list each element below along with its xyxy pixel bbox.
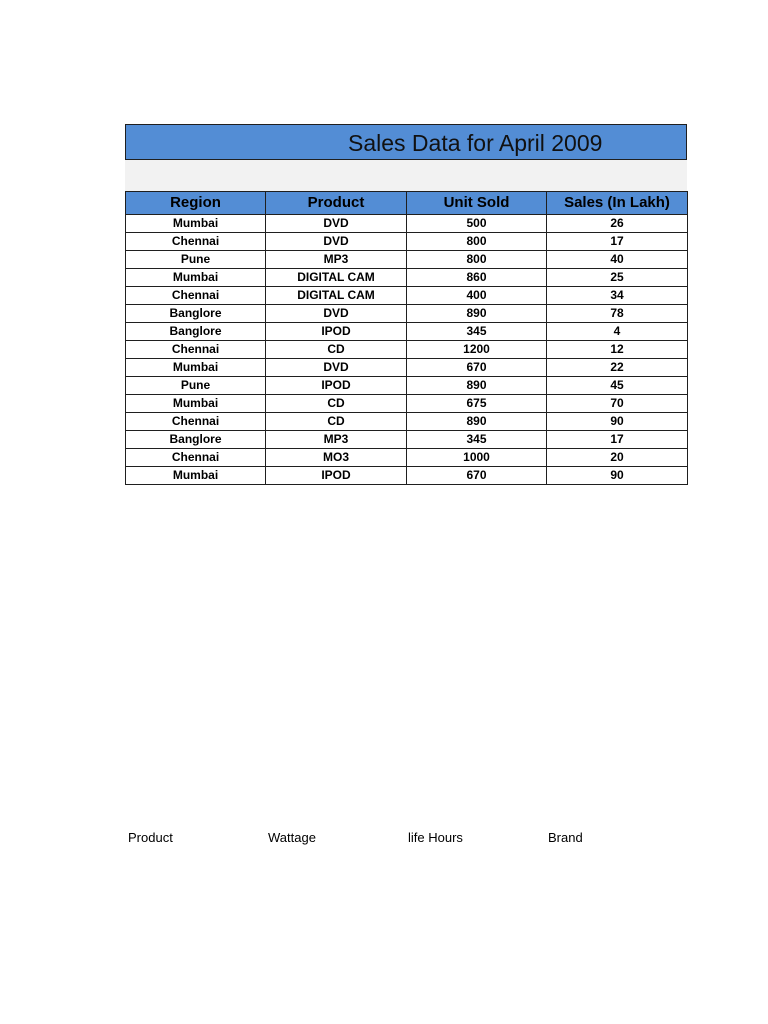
cell-unit-sold: 800 <box>407 233 547 251</box>
cell-region: Chennai <box>126 287 266 305</box>
cell-unit-sold: 1000 <box>407 449 547 467</box>
cell-sales: 20 <box>547 449 688 467</box>
cell-sales: 17 <box>547 233 688 251</box>
cell-product: MP3 <box>266 251 407 269</box>
cell-region: Banglore <box>126 305 266 323</box>
cell-region: Chennai <box>126 449 266 467</box>
header-unit-sold: Unit Sold <box>407 192 547 215</box>
table-row <box>126 467 688 485</box>
cell-sales: 90 <box>547 413 688 431</box>
cell-product: CD <box>266 413 407 431</box>
table-row <box>126 377 688 395</box>
table-row <box>126 449 688 467</box>
table-body <box>126 215 688 485</box>
cell-unit-sold: 670 <box>407 359 547 377</box>
cell-sales: 22 <box>547 359 688 377</box>
cell-region: Mumbai <box>126 467 266 485</box>
sales-table <box>125 191 688 485</box>
header-region: Region <box>126 192 266 215</box>
cell-product: MO3 <box>266 449 407 467</box>
cell-region: Chennai <box>126 341 266 359</box>
cell-sales: 34 <box>547 287 688 305</box>
table-row <box>126 395 688 413</box>
cell-region: Pune <box>126 251 266 269</box>
cell-sales: 4 <box>547 323 688 341</box>
table-row <box>126 305 688 323</box>
footer-label-product: Product <box>128 830 173 845</box>
cell-sales: 26 <box>547 215 688 233</box>
cell-unit-sold: 890 <box>407 377 547 395</box>
cell-sales: 40 <box>547 251 688 269</box>
title-bar <box>125 124 687 160</box>
cell-sales: 12 <box>547 341 688 359</box>
cell-sales: 90 <box>547 467 688 485</box>
cell-sales: 25 <box>547 269 688 287</box>
cell-sales: 78 <box>547 305 688 323</box>
cell-region: Mumbai <box>126 215 266 233</box>
cell-product: DVD <box>266 215 407 233</box>
table-row <box>126 359 688 377</box>
cell-unit-sold: 345 <box>407 323 547 341</box>
cell-region: Pune <box>126 377 266 395</box>
table-row <box>126 233 688 251</box>
table-row <box>126 215 688 233</box>
cell-unit-sold: 500 <box>407 215 547 233</box>
cell-region: Banglore <box>126 323 266 341</box>
cell-region: Mumbai <box>126 395 266 413</box>
cell-product: IPOD <box>266 467 407 485</box>
cell-region: Banglore <box>126 431 266 449</box>
cell-region: Mumbai <box>126 359 266 377</box>
table-row <box>126 413 688 431</box>
cell-product: DIGITAL CAM <box>266 287 407 305</box>
table-header-row <box>126 192 688 215</box>
table-row <box>126 287 688 305</box>
cell-sales: 45 <box>547 377 688 395</box>
sheet-title: Sales Data for April 2009 <box>348 130 603 156</box>
cell-unit-sold: 400 <box>407 287 547 305</box>
table-row <box>126 251 688 269</box>
cell-region: Chennai <box>126 233 266 251</box>
table-row <box>126 269 688 287</box>
cell-product: IPOD <box>266 323 407 341</box>
footer-label-brand: Brand <box>548 830 583 845</box>
footer-labels <box>0 830 768 848</box>
table-row <box>126 431 688 449</box>
cell-unit-sold: 345 <box>407 431 547 449</box>
cell-sales: 70 <box>547 395 688 413</box>
cell-unit-sold: 890 <box>407 413 547 431</box>
cell-product: DVD <box>266 233 407 251</box>
cell-unit-sold: 675 <box>407 395 547 413</box>
cell-product: IPOD <box>266 377 407 395</box>
cell-unit-sold: 1200 <box>407 341 547 359</box>
cell-product: CD <box>266 395 407 413</box>
footer-label-wattage: Wattage <box>268 830 316 845</box>
table-row <box>126 323 688 341</box>
cell-product: DVD <box>266 305 407 323</box>
cell-product: DVD <box>266 359 407 377</box>
cell-unit-sold: 670 <box>407 467 547 485</box>
sales-sheet <box>125 124 687 485</box>
table-row <box>126 341 688 359</box>
cell-unit-sold: 860 <box>407 269 547 287</box>
header-product: Product <box>266 192 407 215</box>
cell-region: Mumbai <box>126 269 266 287</box>
empty-row-band <box>125 160 687 191</box>
cell-product: DIGITAL CAM <box>266 269 407 287</box>
header-sales: Sales (In Lakh) <box>547 192 688 215</box>
cell-unit-sold: 890 <box>407 305 547 323</box>
footer-label-life-hours: life Hours <box>408 830 463 845</box>
cell-region: Chennai <box>126 413 266 431</box>
cell-unit-sold: 800 <box>407 251 547 269</box>
cell-product: MP3 <box>266 431 407 449</box>
cell-product: CD <box>266 341 407 359</box>
cell-sales: 17 <box>547 431 688 449</box>
